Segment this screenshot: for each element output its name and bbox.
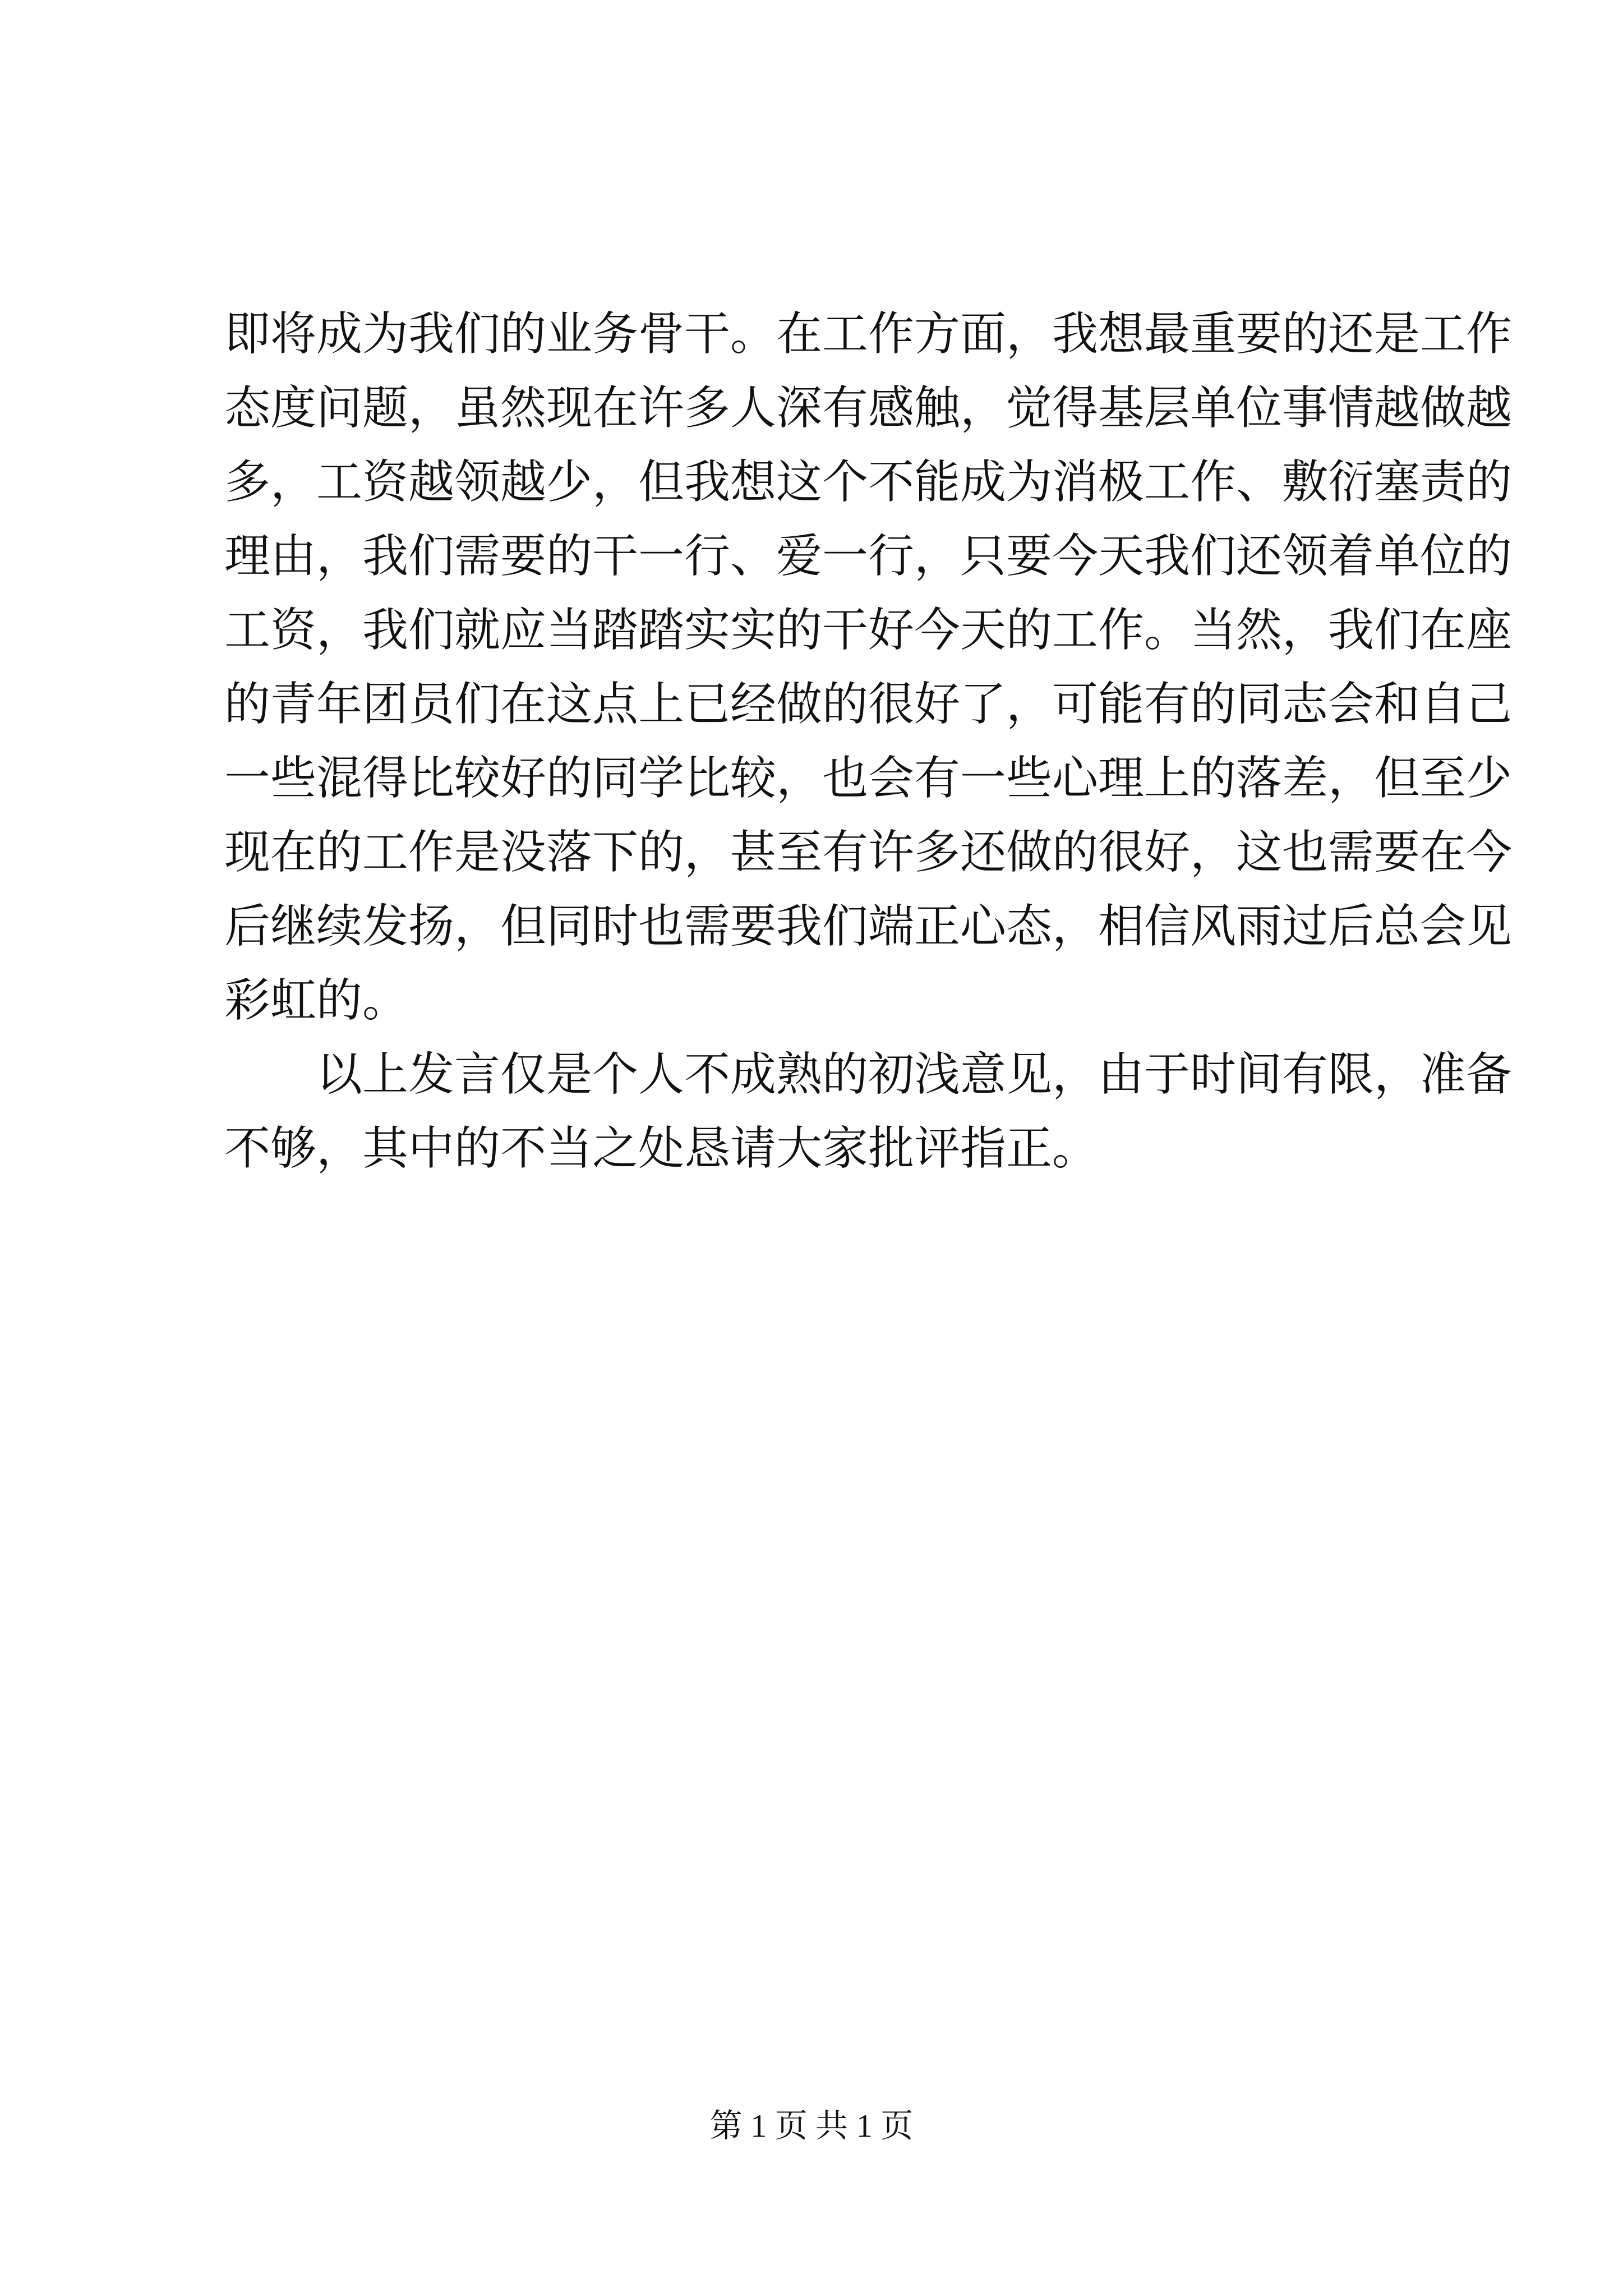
document-body: [224, 297, 1513, 1186]
text-line: 不够，其中的不当之处恳请大家批评指正。: [224, 1122, 1099, 1175]
text-line: 以上发言仅是个人不成熟的初浅意见，由于时间有限，准备: [316, 1048, 1513, 1101]
paragraph-2: [224, 1038, 1513, 1186]
text-line: 即将成为我们的业务骨干。在工作方面，我想最重要的还是工作: [224, 307, 1513, 361]
text-line: 彩虹的。: [224, 974, 409, 1027]
text-line: 态度问题，虽然现在许多人深有感触，觉得基层单位事情越做越: [224, 381, 1513, 435]
text-line: 一些混得比较好的同学比较，也会有一些心理上的落差，但至少: [224, 752, 1513, 805]
text-line: 现在的工作是没落下的，甚至有许多还做的很好，这也需要在今: [224, 826, 1513, 879]
text-line: 工资，我们就应当踏踏实实的干好今天的工作。当然，我们在座: [224, 604, 1513, 657]
text-line: 的青年团员们在这点上已经做的很好了，可能有的同志会和自己: [224, 678, 1513, 731]
text-line: 多，工资越领越少，但我想这个不能成为消极工作、敷衍塞责的: [224, 455, 1513, 509]
text-line: 理由，我们需要的干一行、爱一行，只要今天我们还领着单位的: [224, 530, 1513, 583]
page-number-footer: 第 1 页 共 1 页: [709, 2108, 914, 2144]
paragraph-1: [224, 297, 1513, 1038]
text-line: 后继续发扬，但同时也需要我们端正心态，相信风雨过后总会见: [224, 900, 1513, 953]
